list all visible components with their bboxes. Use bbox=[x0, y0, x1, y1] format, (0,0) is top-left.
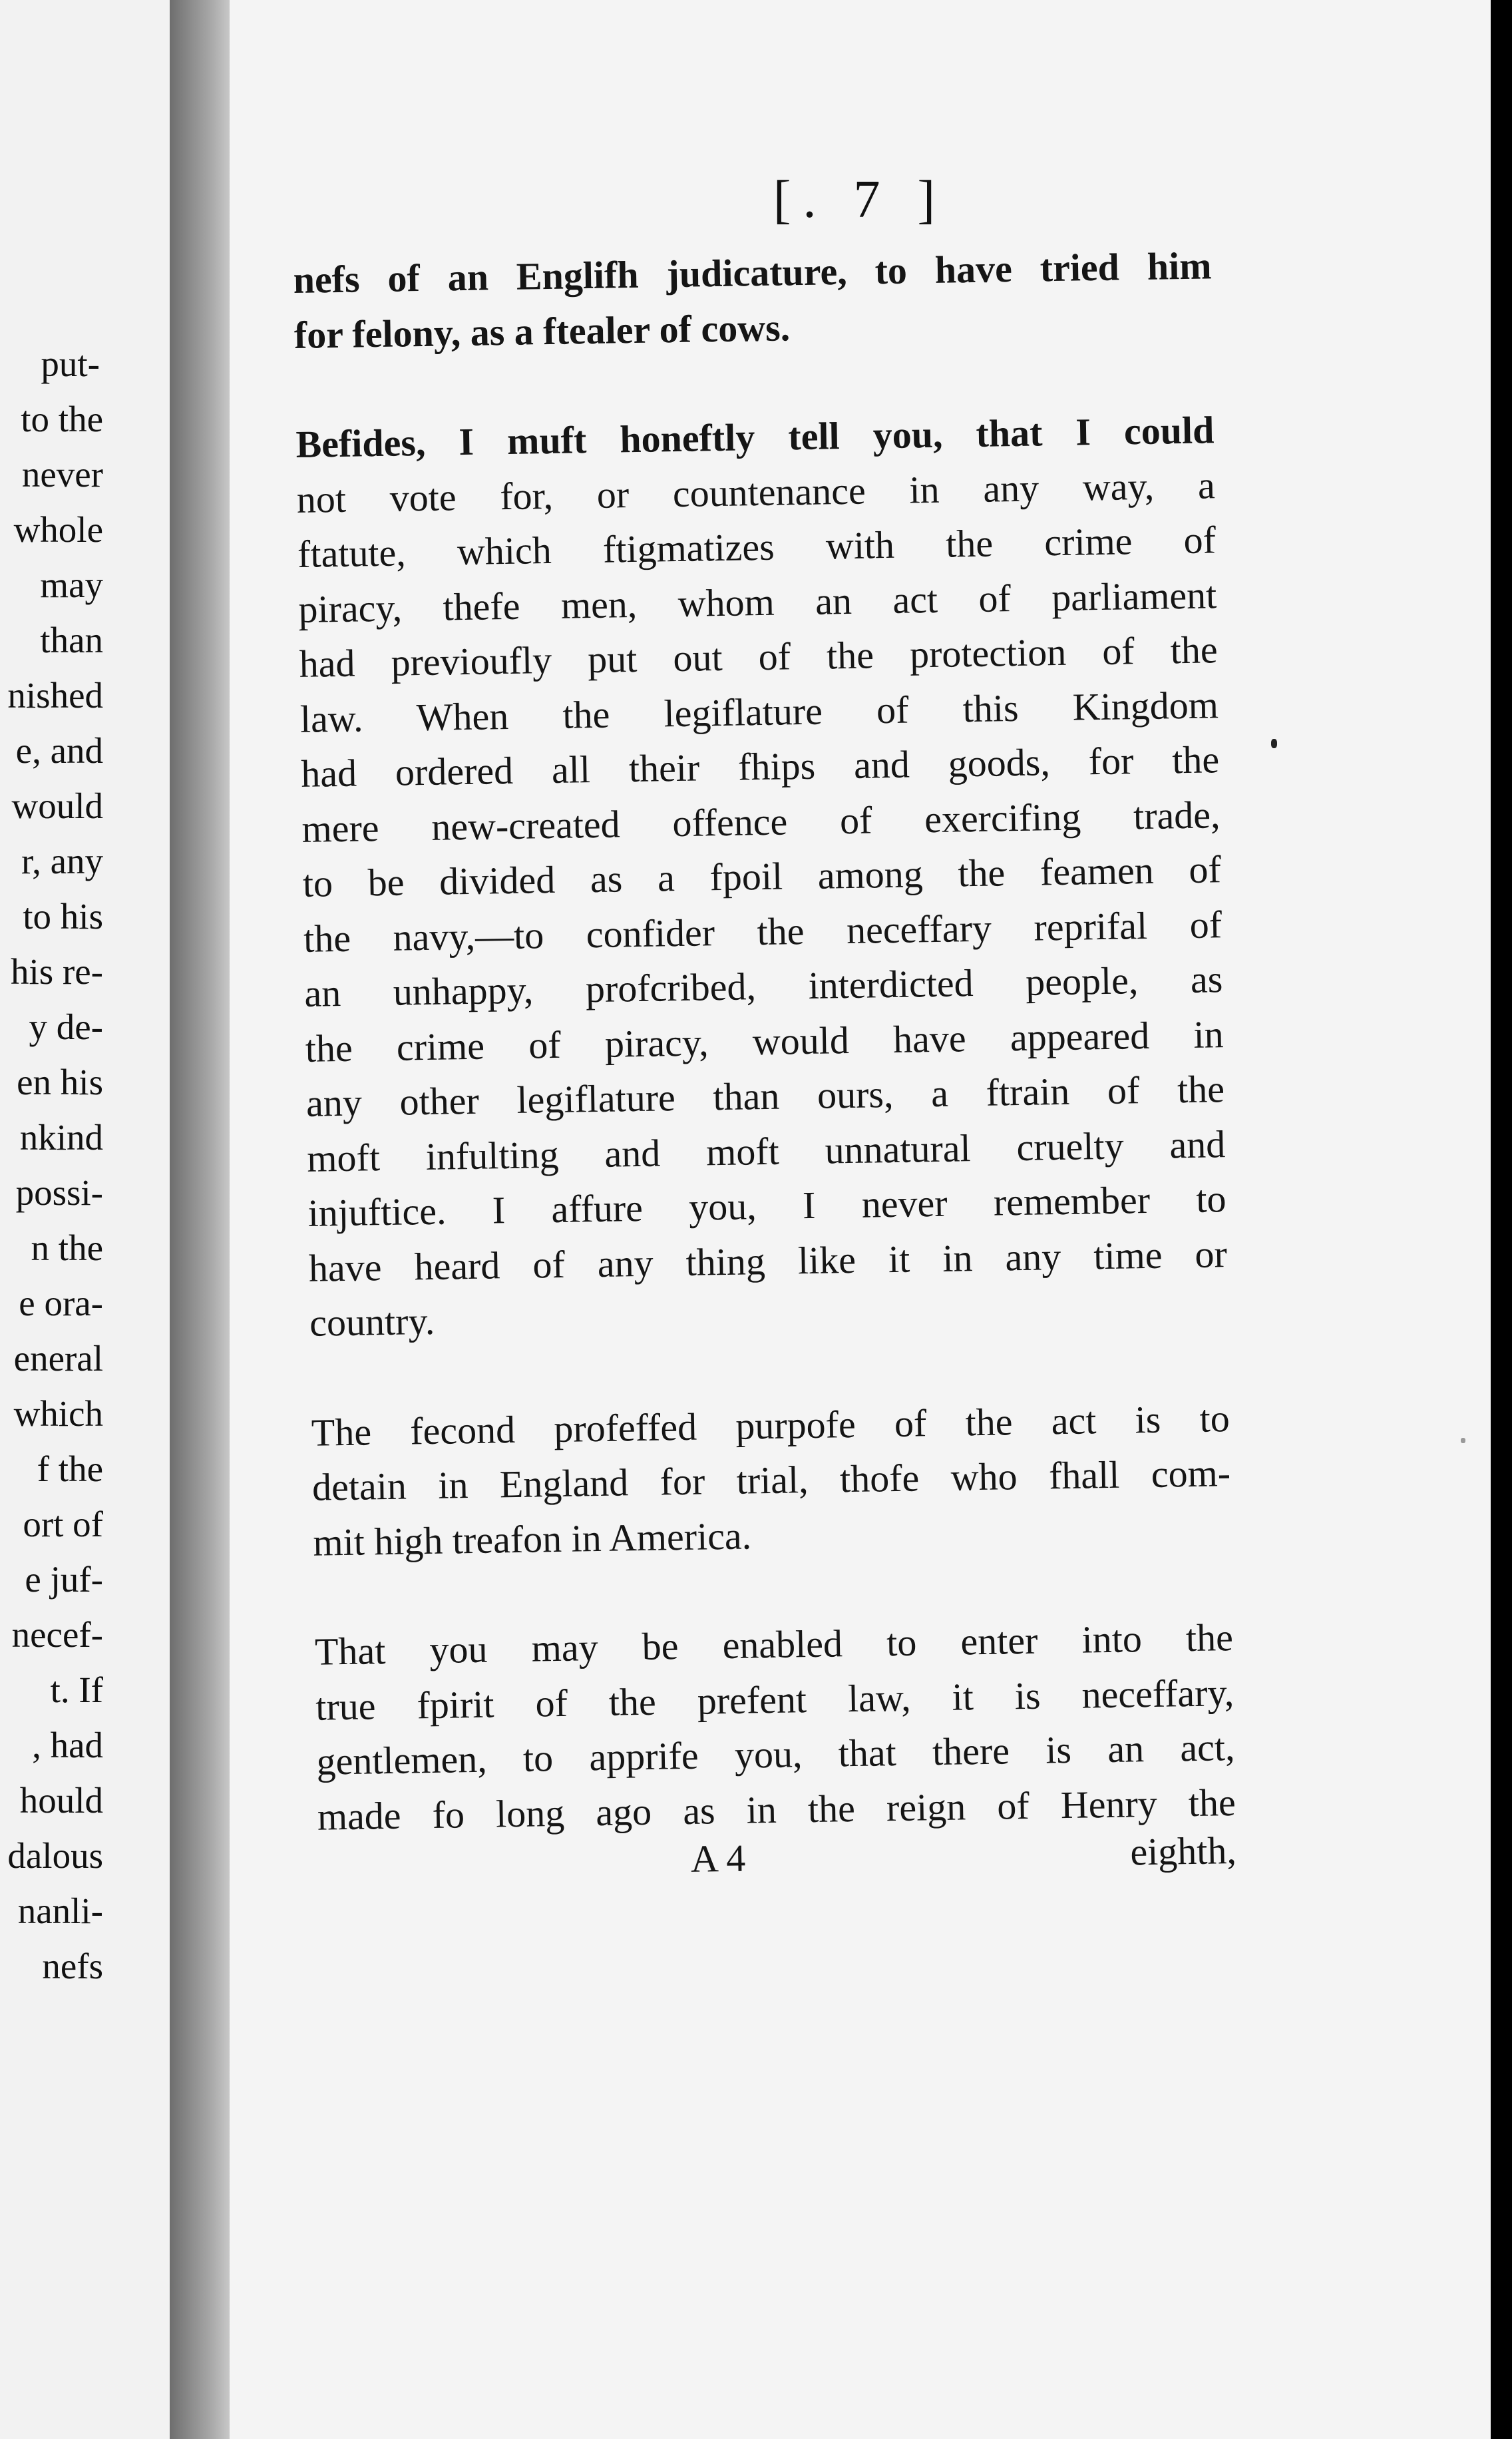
binding-gutter bbox=[170, 0, 230, 2439]
text-line: country. bbox=[309, 1299, 435, 1345]
paragraph bbox=[293, 238, 1213, 363]
left-page-line: t. If bbox=[50, 1669, 103, 1710]
text-line: mit high treafon in America. bbox=[312, 1513, 752, 1564]
left-page-line: , had bbox=[32, 1725, 103, 1765]
left-page-line: nkind bbox=[19, 1117, 103, 1158]
left-page-line: hould bbox=[19, 1780, 103, 1821]
text-line: had previoufly put out of the protection of the bbox=[299, 628, 1219, 686]
text-line: detain in England for trial, thofe who fhall com- bbox=[311, 1451, 1231, 1509]
text-line: not vote for, or countenance in any way, a bbox=[296, 463, 1216, 521]
ink-speck bbox=[1461, 1438, 1465, 1443]
text-line: made fo long ago as in the reign of Henry the bbox=[317, 1780, 1236, 1839]
left-page-line: may bbox=[40, 564, 103, 605]
left-page-line: never bbox=[21, 454, 103, 495]
left-page-line: en his bbox=[17, 1062, 103, 1102]
left-page-line: put- bbox=[41, 343, 100, 384]
text-line: the navy,—to confider the neceffary reprifal of bbox=[303, 902, 1223, 961]
text-line: The fecond profeffed purpofe of the act is to bbox=[311, 1396, 1230, 1454]
paragraph bbox=[295, 403, 1228, 1351]
page-number-header: [. 7 ] bbox=[773, 170, 948, 229]
paragraph bbox=[311, 1391, 1232, 1570]
left-page-line: eneral bbox=[13, 1338, 103, 1379]
left-page-line: nefs bbox=[42, 1946, 103, 1986]
text-line: an unhappy, profcribed, interdicted people, as bbox=[303, 957, 1223, 1015]
left-page-line: nished bbox=[7, 675, 103, 716]
left-page-line: possi- bbox=[15, 1172, 103, 1213]
text-line: ftatute, which ftigmatizes with the crime of bbox=[297, 518, 1217, 576]
text-line: injuftice. I affure you, I never remember to bbox=[307, 1177, 1227, 1235]
text-line: the crime of piracy, would have appeared in bbox=[305, 1012, 1225, 1070]
text-line: piracy, thefe men, whom an act of parliament bbox=[297, 572, 1217, 631]
left-page-line: nanli- bbox=[17, 1890, 103, 1931]
text-line: moft infulting and moft unnatural cruelty and bbox=[306, 1122, 1226, 1180]
text-line: nefs of an Englifh judicature, to have tried him bbox=[293, 244, 1212, 302]
text-line: That you may be enabled to enter into the bbox=[314, 1616, 1234, 1673]
text-line: any other legiflature than ours, a ftrain of the bbox=[305, 1067, 1225, 1125]
left-page-line: his re- bbox=[11, 951, 103, 992]
left-page-line: e juf- bbox=[25, 1559, 103, 1600]
text-line: gentlemen, to apprife you, that there is an act, bbox=[316, 1725, 1235, 1783]
text-line: mere new-created offence of exercifing trade, bbox=[301, 792, 1221, 851]
signature-mark: A 4 bbox=[690, 1836, 746, 1881]
left-page-line: f the bbox=[37, 1448, 103, 1489]
page-edge-shadow bbox=[1491, 0, 1512, 2439]
text-line: law. When the legiflature of this Kingdom bbox=[299, 682, 1219, 741]
left-page-line: necef- bbox=[11, 1614, 103, 1655]
left-page-line: dalous bbox=[7, 1835, 103, 1876]
left-page-line: whole bbox=[13, 509, 103, 550]
paragraph bbox=[314, 1610, 1236, 1845]
catchword: eighth, bbox=[1129, 1829, 1237, 1874]
left-page-line: which bbox=[13, 1393, 103, 1434]
left-page-line: y de- bbox=[29, 1006, 103, 1047]
book-page bbox=[230, 0, 1491, 2439]
text-line: true fpirit of the prefent law, it is neceffary, bbox=[315, 1670, 1234, 1729]
text-line: for felony, as a ftealer of cows. bbox=[293, 305, 791, 357]
left-page-line: to his bbox=[23, 896, 103, 937]
ink-speck bbox=[1271, 739, 1277, 748]
left-page-line: e, and bbox=[15, 730, 103, 771]
left-page-line: would bbox=[11, 785, 103, 826]
left-page-line: than bbox=[40, 620, 103, 660]
text-line: had ordered all their fhips and goods, for the bbox=[300, 738, 1220, 795]
left-page-line: r, any bbox=[21, 841, 103, 881]
page-body bbox=[293, 238, 1237, 1892]
left-page-line: e ora- bbox=[19, 1283, 103, 1323]
left-page-line: n the bbox=[31, 1227, 103, 1268]
text-line: have heard of any thing like it in any time or bbox=[308, 1231, 1228, 1290]
previous-page-edge bbox=[0, 0, 170, 2439]
left-page-line: to the bbox=[21, 399, 103, 439]
text-line: Befides, I muft honeftly tell you, that I could bbox=[295, 408, 1215, 466]
text-line: to be divided as a fpoil among the feamen of bbox=[302, 847, 1222, 905]
left-page-line: ort of bbox=[23, 1504, 103, 1544]
